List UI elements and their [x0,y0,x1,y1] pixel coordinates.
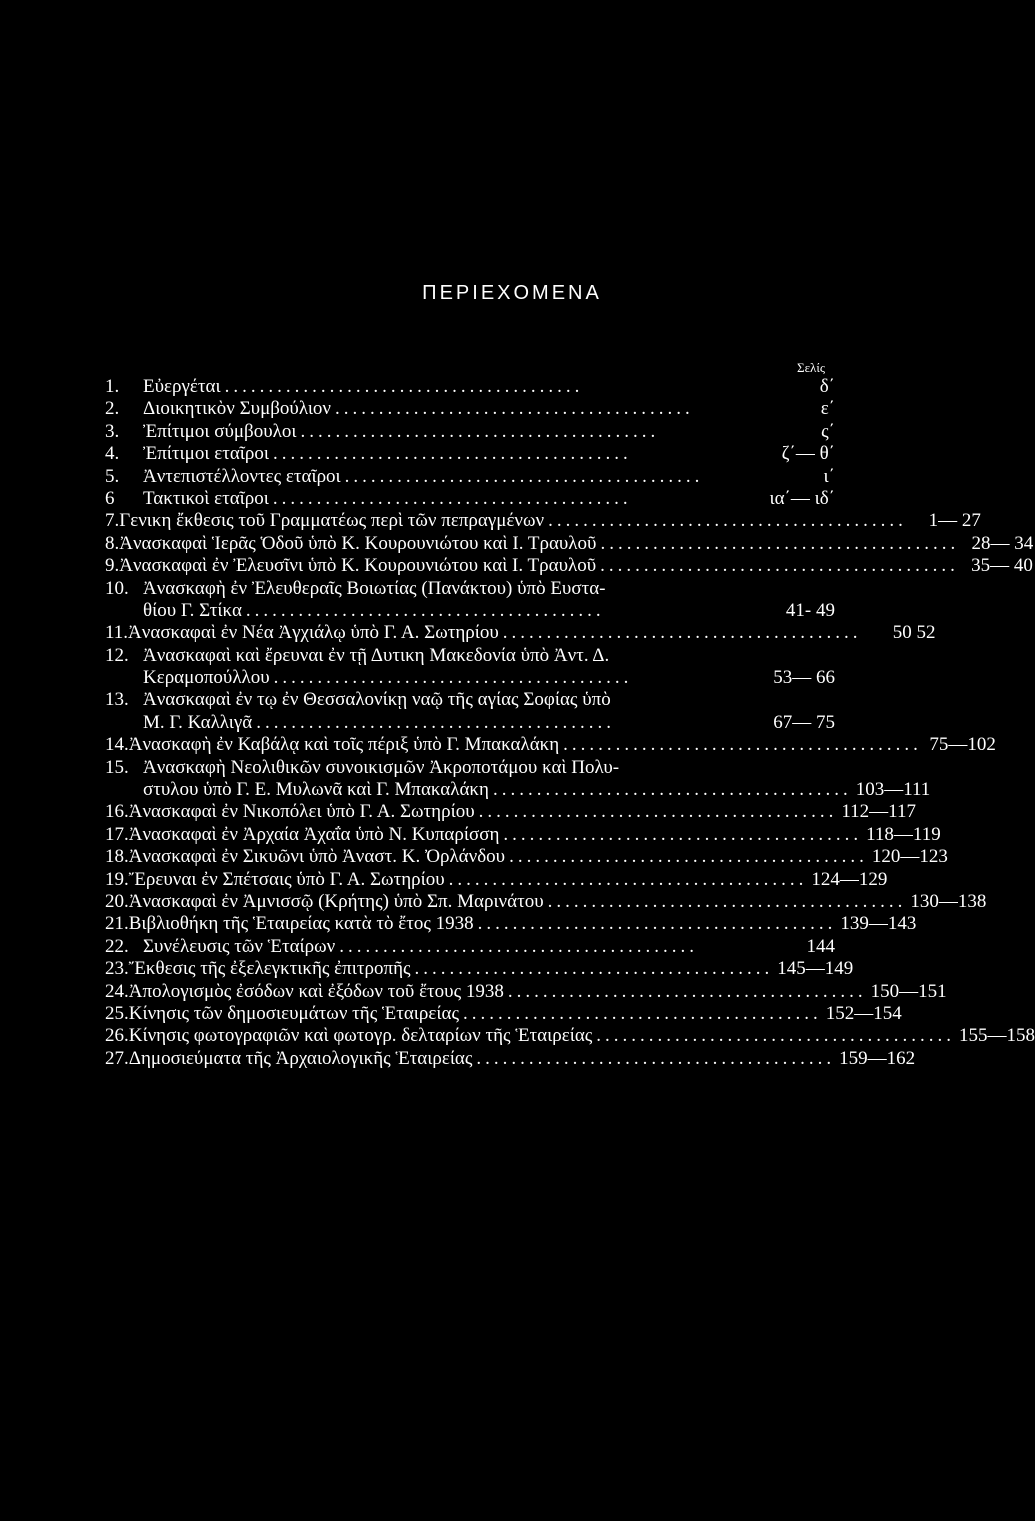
entry-title: Ἀνασκαφαὶ ἐν Σικυῶνι ὑπὸ Ἀναστ. Κ. Ὀρλάνδου [128,846,506,868]
entry-title: Ἀνασκαφαὶ Ἱερᾶς Ὁδοῦ ὑπὸ Κ. Κουρουνιώτου καὶ Ι. Τραυλοῦ [119,532,597,554]
entry-title: Ἀνασκαφαὶ ἐν Ἀρχαία Ἀχαΐα ὑπὸ Ν. Κυπαρίσση [128,823,500,845]
entry-title: Γενικη ἔκθεσις τοῦ Γραμματέως περὶ τῶν πεπραγμένων [119,510,545,532]
dot-leader: ......................................... [596,1025,956,1047]
toc-entry [105,801,916,823]
toc-entry-line [105,466,835,488]
toc-entry-line [105,510,981,532]
entry-number: 25. [105,1002,129,1024]
toc-entry-line [105,421,835,443]
toc-entry-line [105,846,948,868]
toc-entry-line [105,958,854,980]
entry-title: Ἀνασκαφαὶ ἐν Ἀμνισσῷ (Κρήτης) ὑπὸ Σπ. Μαρινάτου [128,890,544,912]
dot-leader: ......................................... [502,622,862,644]
dot-leader: ......................................... [344,465,704,487]
toc-entry-continuation [105,779,931,801]
entry-pages: 75—102 [929,734,996,756]
toc-entry-line [105,532,1034,555]
toc-entry [105,689,835,734]
entry-title: Ἀνασκαφαὶ καὶ ἔρευναι ἐν τῇ Δυτικη Μακεδονία ὑπὸ Ἀντ. Δ. [143,644,610,666]
entry-title: θίου Γ. Στίκα [143,599,242,621]
entry-pages: 144 [806,935,835,957]
toc-entry-continuation [105,600,835,622]
toc-entry [105,913,917,935]
entry-number: 27. [105,1047,129,1069]
entry-title: Ἀνασκαφὴ Νεολιθικῶν συνοικισμῶν Ἀκροποτάμου καὶ Πολυ- [143,756,620,778]
dot-leader: ......................................... [272,487,632,509]
entry-number: 23. [105,958,129,980]
page-title: ΠΕΡΙΕΧΟΜΕΝΑ [422,282,602,304]
entry-number: 11. [105,622,129,644]
toc-entry-continuation [105,667,835,689]
entry-number: 1. [105,376,120,397]
toc-entry-line [105,555,1033,577]
entry-pages: 35— 40 [971,555,1033,577]
entry-pages: 50 52 [892,622,936,644]
dot-leader: ......................................... [503,823,863,845]
toc-entry-line [105,868,888,891]
toc-entry-line [105,913,917,935]
entry-title: Ἀπολογισμὸς ἐσόδων καὶ ἐξόδων τοῦ ἔτους 1938 [128,980,504,1002]
toc-entry [105,890,987,913]
entry-pages: 159—162 [839,1047,916,1069]
dot-leader: ......................................... [224,376,584,397]
entry-number: 16. [105,801,129,823]
toc-entry [105,578,835,623]
entry-number: 5. [105,465,120,487]
entry-title: Εὐεργέται [143,376,221,397]
toc-entry-continuation [105,712,835,734]
toc-entry-line [105,645,835,667]
entry-number: 2. [105,398,120,420]
page-column-header: Σελίς [797,360,825,375]
entry-number: 8. [105,532,120,554]
dot-leader: ......................................... [256,711,615,733]
entry-title: Διοικητικὸν Συμβούλιον [143,398,332,420]
entry-number: 10. [105,577,129,599]
toc-entry [105,823,941,846]
entry-pages: ς΄ [821,420,835,442]
entry-title: Ἀντεπιστέλλοντες εταῖροι [143,465,341,487]
dot-leader: ......................................... [462,1002,822,1024]
dot-leader: ......................................... [478,801,838,823]
entry-title: Δημοσιεύματα τῆς Ἀρχαιολογικῆς Ἑταιρείας [128,1047,473,1069]
entry-title: Ἀνασκαφαὶ ἐν Νικοπόλει ὑπὸ Γ. Α. Σωτηρίου [128,801,475,823]
entry-pages: 130—138 [910,890,987,912]
entry-number: 9. [105,555,120,577]
toc-entry [105,958,854,980]
toc-entry-line [105,823,941,846]
entry-pages: δ΄ [819,376,835,397]
toc-entry [105,936,835,958]
entry-title: Ἀνασκαφαὶ ἐν Ἐλευσῖνι ὑπὸ Κ. Κουρουνιώτου καὶ Ι. Τραυλοῦ [119,555,597,577]
toc-entry-line [105,1025,1035,1047]
entry-number: 21. [105,913,129,935]
entry-pages: ια΄— ιδ΄ [769,487,835,509]
entry-pages: 103—111 [855,779,931,801]
entry-pages: 118—119 [866,823,941,845]
entry-number: 20. [105,890,129,912]
entry-pages: 155—158 [959,1025,1035,1047]
entry-number: 7. [105,510,120,532]
toc-entry-line [105,936,835,958]
entry-title: Ἐπίτιμοι εταῖροι [143,443,269,465]
toc-entry [105,510,981,532]
entry-number: 13. [105,689,129,711]
entry-number: 14. [105,734,129,756]
toc-entry [105,443,835,465]
dot-leader: ......................................... [335,398,694,420]
entry-pages: 41- 49 [785,599,835,621]
toc-entry [105,555,1033,577]
entry-number: 19. [105,868,129,890]
entry-pages: 120—123 [871,846,948,868]
entry-number: 3. [105,420,120,442]
entry-title: Ἀνασκαφαὶ ἐν τῳ ἐν Θεσσαλονίκῃ ναῷ τῆς αγίας Σοφίας ὑπὸ [143,689,611,711]
dot-leader: ......................................... [414,958,774,980]
entry-title: Κίνησις τῶν δημοσιευμάτων τῆς Ἑταιρείας [128,1002,459,1024]
entry-pages: 145—149 [777,958,854,980]
entry-pages: 150—151 [870,980,947,1002]
dot-leader: ......................................... [300,420,660,442]
toc-entry-line [105,376,835,398]
entry-title: στυλου ὑπὸ Γ. Ε. Μυλωνᾶ καὶ Γ. Μπακαλάκη [143,779,489,801]
dot-leader: ......................................... [339,935,698,957]
dot-leader: ......................................... [507,980,867,1002]
toc-entry [105,868,888,891]
toc-entry [105,622,936,644]
toc-entry-line [105,1002,902,1025]
toc-entry-line [105,398,835,420]
toc-entry [105,1025,1035,1047]
entry-title: Βιβλιοθήκη τῆς Ἑταιρείας κατὰ τὸ ἔτος 1938 [128,913,474,935]
entry-pages: 53— 66 [773,667,835,689]
dot-leader: ......................................... [563,734,922,756]
entry-pages: 1— 27 [928,510,981,532]
entry-number: 6 [105,487,115,509]
toc-entry [105,734,996,756]
toc-entry-line [105,488,835,510]
entry-pages: 112—117 [841,801,916,823]
entry-pages: 139—143 [840,913,917,935]
dot-leader: ......................................... [548,510,907,532]
entry-title: Ἀνασκαφὴ ἐν Καβάλᾳ καὶ τοῖς πέριξ ὑπὸ Γ. Μπακαλάκη [128,734,560,756]
toc-entry [105,421,835,443]
toc-entry-line [105,443,835,465]
toc-entry-line [105,890,987,913]
entry-title: Συνέλευσις τῶν Ἑταίρων [143,935,336,957]
entry-number: 26. [105,1025,129,1047]
toc-entry-line [105,1047,916,1070]
entry-number: 17. [105,823,129,845]
entry-pages: ι΄ [823,465,835,487]
dot-leader: ......................................... [492,779,852,801]
dot-leader: ......................................... [245,599,605,621]
dot-leader: ......................................... [273,443,632,465]
entry-pages: ζ΄— θ΄ [781,443,835,465]
entry-pages: ε΄ [820,398,835,420]
toc-entry-line [105,757,835,779]
toc-entry-line [105,801,916,823]
toc-entry-line [105,980,947,1003]
dot-leader: ......................................... [600,532,960,554]
entry-pages: 67— 75 [773,711,835,733]
toc-entry [105,980,947,1003]
toc-entry [105,466,835,488]
toc-entry [105,1047,916,1070]
toc-entry-line [105,578,835,600]
entry-title: Ἔρευναι ἐν Σπέτσαις ὑπὸ Γ. Α. Σωτηρίου [128,868,445,890]
entry-title: Τακτικοὶ εταῖροι [143,487,269,509]
entry-pages: 28— 34 [971,532,1034,554]
toc-entry [105,532,1034,555]
entry-pages: 124—129 [811,868,888,890]
toc-entry-line [105,689,835,711]
entry-number: 15. [105,756,129,778]
toc-entry-line [105,622,936,644]
toc-entry [105,645,835,690]
entry-title: Ἀνασκαφὴ ἐν Ἐλευθεραῖς Βοιωτίας (Πανάκτου) ὑπὸ Ευστα- [143,577,606,599]
entry-title: Ἀνασκαφαὶ ἐν Νέα Ἀγχιάλῳ ὑπὸ Γ. Α. Σωτηρίου [128,622,499,644]
toc-entry [105,376,835,398]
entry-title: Κεραμοπούλλου [143,667,270,689]
entry-title: Ἔκθεσις τῆς ἐξελεγκτικῆς ἐπιτροπῆς [128,958,411,980]
entry-title: Κίνησις φωτογραφιῶν καὶ φωτογρ. δελταρίων τῆς Ἑταιρείας [128,1025,593,1047]
toc-entry [105,488,835,510]
dot-leader: ......................................... [600,555,959,577]
entry-number: 24. [105,980,129,1002]
dot-leader: ......................................... [448,868,808,890]
entry-number: 18. [105,846,129,868]
toc-entry [105,756,931,802]
toc-entry [105,1002,902,1025]
table-of-contents [105,376,1035,1070]
entry-pages: 152—154 [825,1002,902,1024]
dot-leader: ......................................... [273,667,633,689]
dot-leader: ......................................... [509,846,868,868]
entry-number: 4. [105,443,120,465]
entry-title: Ἐπίτιμοι σύμβουλοι [143,420,297,442]
entry-title: Μ. Γ. Καλλιγᾶ [143,711,253,733]
toc-entry [105,846,948,868]
toc-entry-line [105,734,996,756]
entry-number: 22. [105,935,129,957]
dot-leader: ......................................... [547,890,907,912]
entry-number: 12. [105,644,129,666]
toc-entry [105,398,835,420]
dot-leader: ......................................... [476,1047,836,1069]
dot-leader: ......................................... [477,913,837,935]
